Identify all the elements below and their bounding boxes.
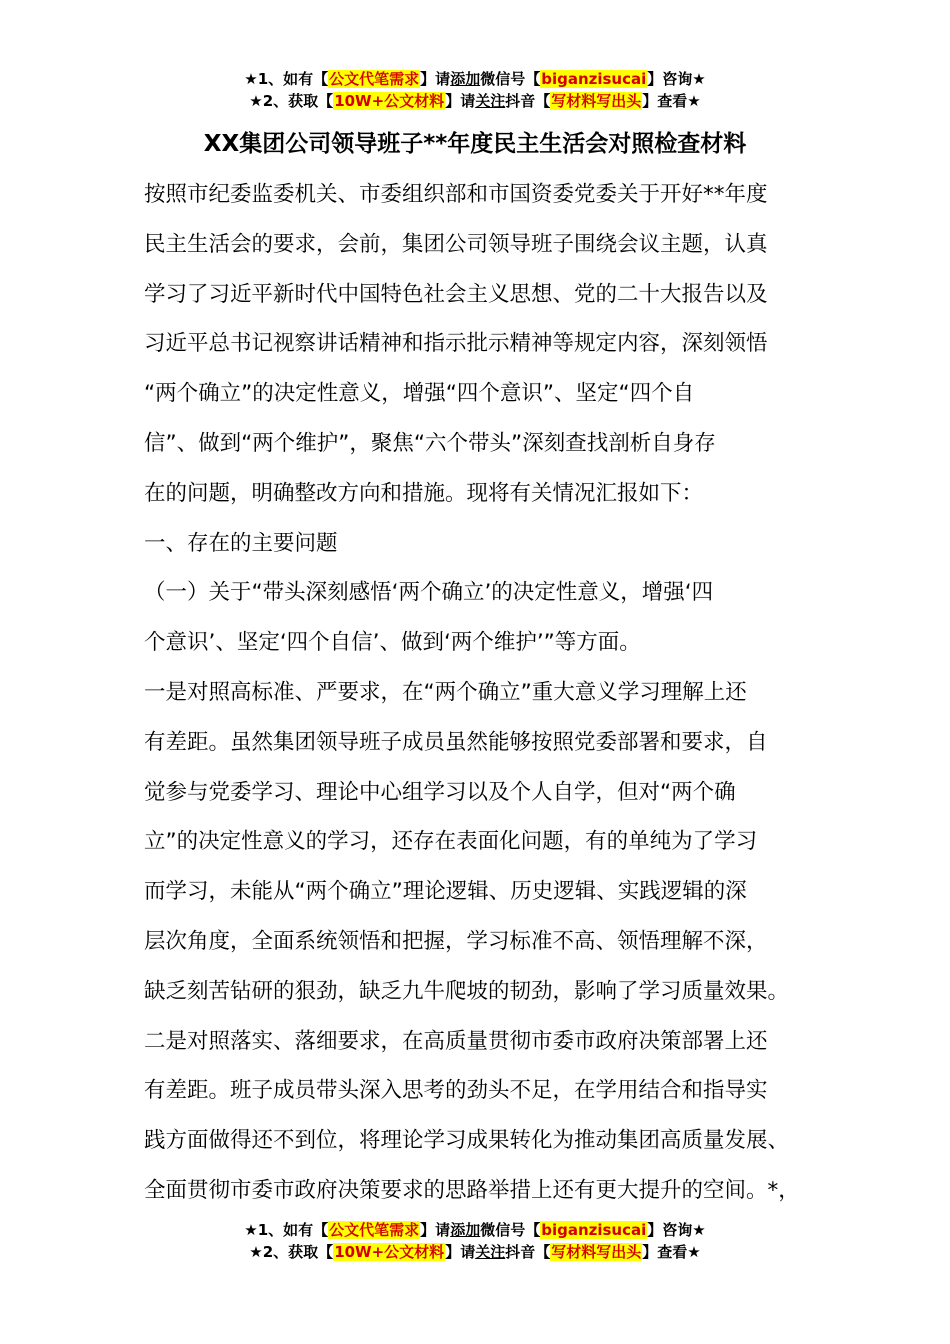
body-line: 而学习，未能从“两个确立”理论逻辑、历史逻辑、实践逻辑的深 (144, 879, 747, 905)
promo-emphasis: 关注 (475, 92, 506, 110)
body-line: 一是对照高标准、严要求，在“两个确立”重大意义学习理解上还 (144, 679, 747, 705)
promo-text: ★2、获取【 (249, 1243, 334, 1261)
body-line: 民主生活会的要求，会前，集团公司领导班子围绕会议主题，认真 (144, 231, 768, 257)
body-line: 觉参与党委学习、理论中心组学习以及个人自学，但对“两个确 (144, 779, 736, 805)
promo-line-2 (0, 1241, 950, 1263)
body-line: 二是对照落实、落细要求，在高质量贯彻市委市政府决策部署上还 (144, 1028, 768, 1054)
promo-emphasis: 添加 (450, 1221, 481, 1239)
promo-text: ★1、如有【 (244, 1221, 329, 1239)
promo-line-2 (0, 90, 950, 112)
promo-text: 抖音【 (505, 1243, 551, 1261)
promo-text: 微信号【 (480, 70, 541, 88)
footer-promo-banner (0, 1219, 950, 1263)
body-line: “两个确立”的决定性意义，增强“四个意识”、坚定“四个自 (144, 381, 695, 407)
body-line: 缺乏刻苦钻研的狠劲，缺乏九牛爬坡的韧劲，影响了学习质量效果。 (144, 978, 790, 1004)
body-line: 按照市纪委监委机关、市委组织部和市国资委党委关于开好**年度 (144, 182, 768, 207)
document-body (144, 170, 810, 1216)
promo-text: 】咨询★ (647, 1221, 706, 1239)
promo-text: ★1、如有【 (244, 70, 329, 88)
promo-text: 】咨询★ (647, 70, 706, 88)
promo-emphasis: 添加 (450, 70, 481, 88)
promo-highlight: 公文代笔需求 (329, 70, 420, 88)
promo-highlight: 写材料写出头 (551, 92, 642, 110)
promo-text: 】请 (420, 70, 451, 88)
body-line: 立”的决定性意义的学习，还存在表面化问题，有的单纯为了学习 (144, 829, 758, 855)
promo-text: 】查看★ (642, 92, 701, 110)
promo-line-1 (0, 68, 950, 90)
promo-highlight: 10W+公文材料 (334, 92, 445, 110)
section-heading: 一、存在的主要问题 (144, 530, 338, 556)
body-line: 习近平总书记视察讲话精神和指示批示精神等规定内容，深刻领悟 (144, 331, 768, 357)
promo-text: ★2、获取【 (249, 92, 334, 110)
promo-emphasis: 关注 (475, 1243, 506, 1261)
body-line: 学习了习近平新时代中国特色社会主义思想、党的二十大报告以及 (144, 281, 768, 307)
body-line: 在的问题，明确整改方向和措施。现将有关情况汇报如下： (144, 480, 704, 506)
body-line: 全面贯彻市委市政府决策要求的思路举措上还有更大提升的空间。*， (144, 1177, 800, 1203)
promo-text: 微信号【 (480, 1221, 541, 1239)
document-title: XX集团公司领导班子**年度民主生活会对照检查材料 (203, 131, 747, 157)
body-line: 有差距。虽然集团领导班子成员虽然能够按照党委部署和要求，自 (144, 729, 768, 755)
subsection-heading: 个意识’、坚定‘四个自信’、做到‘两个维护’”等方面。 (144, 630, 641, 656)
promo-text: 抖音【 (505, 92, 551, 110)
promo-text: 】查看★ (642, 1243, 701, 1261)
promo-text: 】请 (445, 1243, 476, 1261)
promo-highlight: biganzisucai (541, 1221, 647, 1239)
subsection-heading: （一）关于“带头深刻感悟‘两个确立’的决定性意义，增强‘四 (144, 580, 714, 606)
promo-highlight: biganzisucai (541, 70, 647, 88)
promo-text: 】请 (420, 1221, 451, 1239)
promo-highlight: 公文代笔需求 (329, 1221, 420, 1239)
promo-highlight: 写材料写出头 (551, 1243, 642, 1261)
body-line: 信”、做到“两个维护”，聚焦“六个带头”深刻查找剖析自身存 (144, 430, 716, 456)
body-line: 层次角度，全面系统领悟和把握，学习标准不高、领悟理解不深， (144, 928, 768, 954)
header-promo-banner (0, 68, 950, 112)
promo-text: 】请 (445, 92, 476, 110)
body-line: 有差距。班子成员带头深入思考的劲头不足，在学用结合和指导实 (144, 1078, 768, 1104)
promo-line-1 (0, 1219, 950, 1241)
body-line: 践方面做得还不到位，将理论学习成果转化为推动集团高质量发展、 (144, 1128, 790, 1154)
promo-highlight: 10W+公文材料 (334, 1243, 445, 1261)
